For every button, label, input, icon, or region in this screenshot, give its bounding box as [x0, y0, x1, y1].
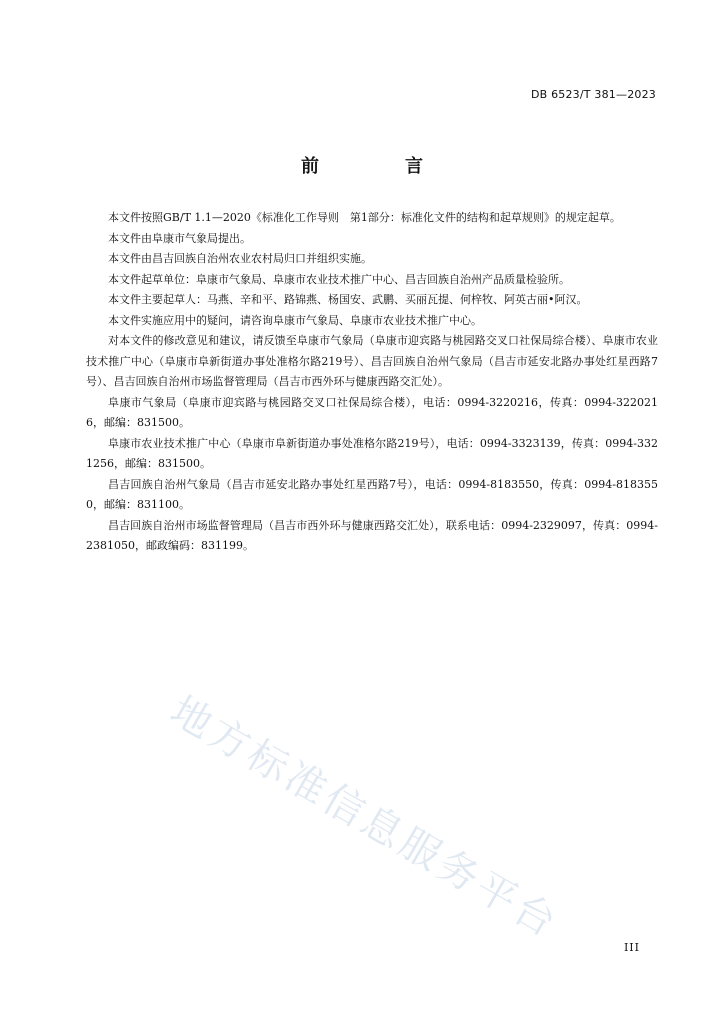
- paragraph-contact-changji-market: 昌吉回族自治州市场监督管理局（昌吉市西外环与健康西路交汇处），联系电话：0994-2329097，传真：0994-2381050，邮政编码：831199。: [86, 518, 658, 552]
- watermark-text: 地方标准信息服务平台: [162, 687, 567, 948]
- standard-code: DB 6523/T 381—2023: [530, 88, 656, 101]
- paragraph-contact-changji-weather: 昌吉回族自治州气象局（昌吉市延安北路办事处红星西路7号），电话：0994-8183550，传真：0994-8183550，邮编：831100。: [86, 477, 658, 511]
- paragraph-inquiries: 本文件实施应用中的疑问，请咨询阜康市气象局、阜康市农业技术推广中心。: [108, 313, 482, 327]
- page-number: III: [623, 941, 640, 954]
- paragraph-drafting-units: 本文件起草单位：阜康市气象局、阜康市农业技术推广中心、昌吉回族自治州产品质量检验所。: [108, 272, 570, 286]
- paragraph-proposer: 本文件由阜康市气象局提出。: [108, 231, 251, 245]
- paragraph-feedback: 对本文件的修改意见和建议，请反馈至阜康市气象局（阜康市迎宾路与桃园路交叉口社保局综合楼）、阜康市农业技术推广中心（阜康市阜新街道办事处准格尔路219号）、昌吉回族自治州气象局（昌吉市延安北路办事处红星西路7号）、昌吉回族自治州市场监督管理局（昌吉市西外环与健康西路交汇处）。: [86, 334, 658, 388]
- paragraph-drafters: 本文件主要起草人：马燕、辛和平、路锦燕、杨国安、武鹏、买丽瓦提、何梓牧、阿英古丽•阿汉。: [108, 293, 588, 306]
- paragraph-drafting-rules: 本文件按照GB/T 1.1—2020《标准化工作导则 第1部分：标准化文件的结构和起草规则》的规定起草。: [108, 211, 621, 224]
- paragraph-contact-fukang-weather: 阜康市气象局（阜康市迎宾路与桃园路交叉口社保局综合楼），电话：0994-3220216，传真：0994-3220216，邮编：831500。: [86, 395, 658, 429]
- paragraph-contact-fukang-agri: 阜康市农业技术推广中心（阜康市阜新街道办事处准格尔路219号），电话：0994-3323139，传真：0994-3321256，邮编：831500。: [86, 436, 658, 470]
- foreword-body: [86, 208, 658, 557]
- paragraph-administrator: 本文件由昌吉回族自治州农业农村局归口并组织实施。: [108, 252, 372, 265]
- page-title: 前 言: [301, 156, 457, 177]
